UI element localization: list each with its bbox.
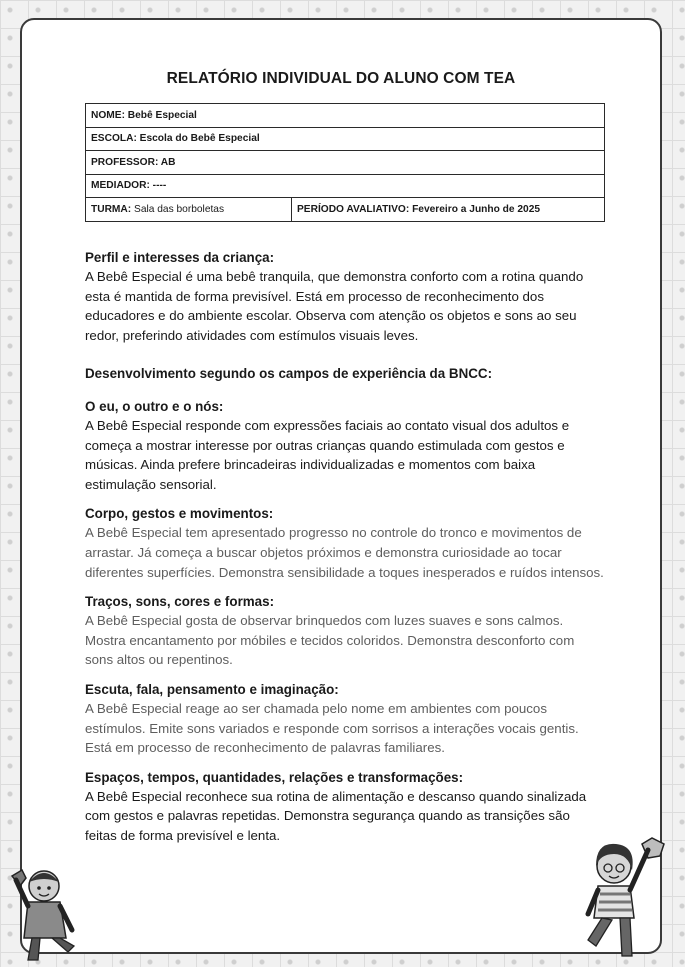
- section-text: A Bebê Especial é uma bebê tranquila, que demonstra conforto com a rotina quando esta é mantida de forma previsível. Está em processo de reconhecimento dos educadores e do ambiente escolar. Observa com atenção os objetos e sons ao seu redor, preferindo atividades com estímulos visuais leves.: [85, 269, 584, 343]
- school-cell: ESCOLA: Escola do Bebê Especial: [86, 127, 605, 151]
- section-text: A Bebê Especial reconhece sua rotina de alimentação e descanso quando sinalizada com gestos e palavras repetidas. Demonstra segurança quando as transições são feitas de forma previsível e lenta.: [85, 788, 587, 843]
- section-text: A Bebê Especial reage ao ser chamada pelo nome em ambientes com poucos estímulos. Emite sons variados e responde com sorrisos a interações vocais gentis. Está em processo de reconhecimento de palavras familiares.: [85, 700, 579, 756]
- section-text: A Bebê Especial gosta de observar brinquedos com luzes suaves e sons calmos. Mostra encantamento por móbiles e tecidos coloridos. Demonstra desconforto com sons altos ou repentinos.: [85, 613, 575, 668]
- mediator-cell: MEDIADOR: ----: [86, 174, 605, 198]
- teacher-cell: PROFESSOR: AB: [86, 151, 605, 175]
- section-escuta-fala: [85, 680, 605, 758]
- section-heading: Escuta, fala, pensamento e imaginação:: [85, 681, 339, 697]
- table-row: [86, 127, 605, 151]
- section-corpo-gestos: [85, 504, 605, 582]
- section-eu-outro-nos: [85, 397, 605, 494]
- student-name-cell: NOME: Bebê Especial: [86, 104, 605, 128]
- class-cell: [86, 198, 292, 222]
- girl-illustration: [572, 836, 672, 964]
- class-value: Sala das borboletas: [131, 203, 225, 215]
- document-title: RELATÓRIO INDIVIDUAL DO ALUNO COM TEA: [166, 70, 516, 87]
- section-heading: O eu, o outro e o nós:: [85, 398, 224, 414]
- table-row: [86, 104, 605, 128]
- section-heading: Corpo, gestos e movimentos:: [85, 506, 274, 522]
- bncc-heading: Desenvolvimento segundo os campos de experiência da BNCC:: [85, 366, 493, 382]
- student-info-table: [85, 103, 605, 222]
- profile-section: [85, 248, 605, 345]
- table-row: [86, 174, 605, 198]
- class-label: TURMA:: [91, 203, 132, 215]
- section-text: A Bebê Especial tem apresentado progresso no controle do tronco e movimentos de arrastar. Já começa a buscar objetos próximos e demonstra curiosidade ao tocar diferentes superfícies. Demonstra sensibilidade a toques inesperados e ruídos intensos.: [85, 525, 604, 580]
- table-row: [86, 198, 605, 222]
- boy-illustration: [4, 858, 94, 964]
- section-tracos-sons: [85, 592, 605, 670]
- period-cell: PERÍODO AVALIATIVO: Fevereiro a Junho de 2025: [292, 198, 605, 222]
- section-text: A Bebê Especial responde com expressões faciais ao contato visual dos adultos e começa a mostrar interesse por outras crianças quando estimulada com gestos e músicas. Ainda prefere brincadeiras individualizadas e momentos com baixa estimulação sensorial.: [85, 417, 570, 492]
- report-body: [85, 248, 605, 855]
- section-heading: Espaços, tempos, quantidades, relações e transformações:: [85, 769, 464, 785]
- table-row: [86, 151, 605, 175]
- section-heading: Perfil e interesses da criança:: [85, 250, 275, 265]
- report-page: [20, 18, 662, 954]
- section-heading: Traços, sons, cores e formas:: [85, 594, 275, 610]
- section-espacos-tempos: [85, 768, 605, 846]
